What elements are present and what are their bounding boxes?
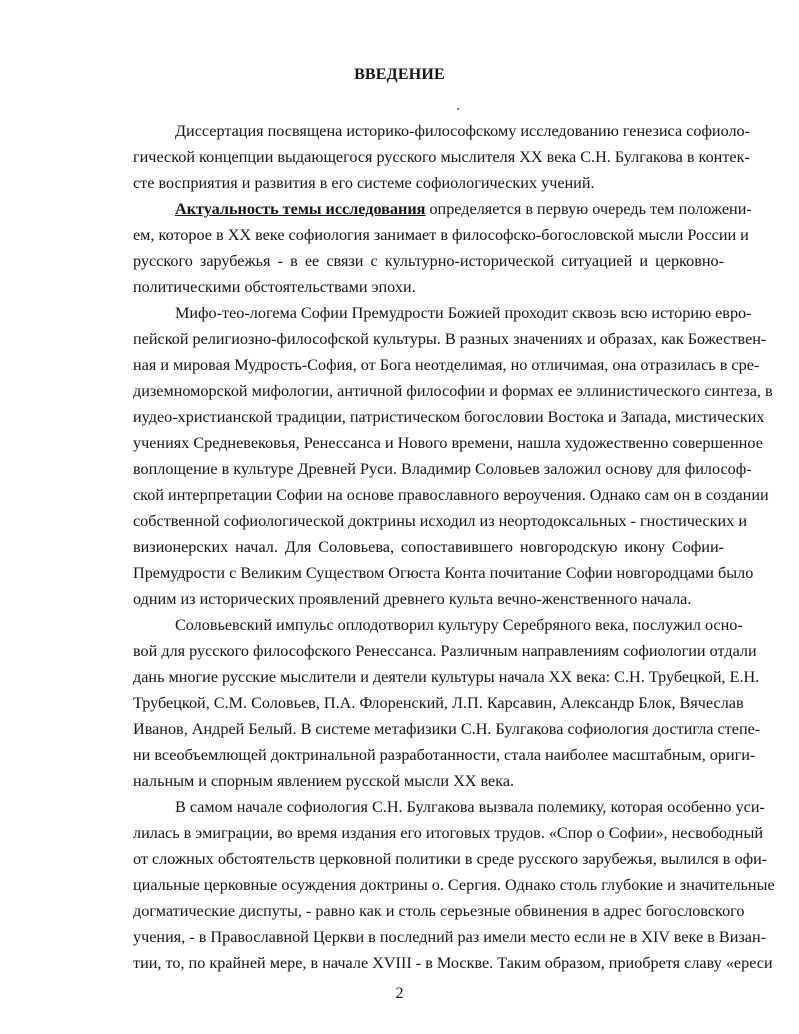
text-line: политическими обстоятельствами эпохи. <box>133 278 416 296</box>
text-line <box>175 200 752 218</box>
text-line: Диссертация посвящена историко-философскому исследованию генезиса софиоло- <box>175 122 751 140</box>
text-line: учениях Средневековья, Ренессанса и Нового времени, нашла художественно совершенное <box>133 434 763 452</box>
text-line: учения, - в Православной Церкви в последний раз имели место если не в XIV веке в Визан- <box>133 928 767 946</box>
text-line: Мифо-тео-логема Софии Премудрости Божией проходит сквозь всю историю евро- <box>175 304 752 322</box>
text-line: иудео-христианской традиции, патристическом богословии Востока и Запада, мистических <box>133 408 765 426</box>
text-line-tail: определяется в первую очередь тем положени- <box>429 200 752 218</box>
text-line: ем, которое в XX веке софиология занимает в философско-богословской мысли России и <box>133 226 749 244</box>
text-line: Соловьевский импульс оплодотворил культуру Серебряного века, послужил осно- <box>175 616 743 634</box>
text-line: русского зарубежья - в ее связи с культурно-исторической ситуацией и церковно- <box>133 252 724 270</box>
text-line: Трубецкой, С.М. Соловьев, П.А. Флоренский, Л.П. Карсавин, Александр Блок, Вячеслав <box>133 694 744 712</box>
text-line: гической концепции выдающегося русского мыслителя XX века С.Н. Булгакова в контек- <box>133 148 750 166</box>
text-line: дань многие русские мыслители и деятели культуры начала XX века: С.Н. Трубецкой, Е.Н. <box>133 668 760 686</box>
text-line: В самом начале софиология С.Н. Булгакова вызвала полемику, которая особенно уси- <box>175 798 765 816</box>
text-line: ни всеобъемлющей доктринальной разработанности, стала наиболее масштабным, ориги- <box>133 746 756 764</box>
page-number: 2 <box>395 985 404 1002</box>
text-line: тии, то, по крайней мере, в начале XVIII - в Москве. Таким образом, приобретя славу «ереси <box>133 954 773 972</box>
text-line: пейской религиозно-философской культуры. В разных значениях и образах, как Божествен- <box>133 330 767 348</box>
section-term: Актуальность темы исследования <box>175 200 426 218</box>
text-line: собственной софиологической доктрины исходил из неортодоксальных - гностических и <box>133 512 747 530</box>
text-line: от сложных обстоятельств церковной политики в среде русского зарубежья, вылился в офи- <box>133 850 768 868</box>
text-line: сте восприятия и развития в его системе софиологических учений. <box>133 174 595 192</box>
text-line: воплощение в культуре Древней Руси. Владимир Соловьев заложил основу для философ- <box>133 460 752 478</box>
text-line: лилась в эмиграции, во время издания его итоговых трудов. «Спор о Софии», несвободный <box>133 824 763 842</box>
page-heading: ВВЕДЕНИЕ <box>354 66 445 83</box>
text-line: одним из исторических проявлений древнего культа вечно-женственного начала. <box>133 590 692 608</box>
text-line: нальным и спорным явлением русской мысли XX века. <box>133 772 515 790</box>
text-line: ная и мировая Мудрость-София, от Бога неотделимая, но отличимая, она отразилась в сре- <box>133 356 760 374</box>
text-line: догматические диспуты, - равно как и столь серьезные обвинения в адрес богословского <box>133 902 745 920</box>
text-line: визионерских начал. Для Соловьева, сопоставившего новгородскую икону Софии- <box>133 538 724 556</box>
scan-speck <box>457 108 459 110</box>
text-line: диземноморской мифологии, античной философии и формах ее эллинистического синтеза, в <box>133 382 773 400</box>
text-line: вой для русского философского Ренессанса. Различным направлениям софиологии отдали <box>133 642 757 660</box>
text-line: ской интерпретации Софии на основе православного вероучения. Однако сам он в создании <box>133 486 769 504</box>
text-line: Иванов, Андрей Белый. В системе метафизики С.Н. Булгакова софиология достигла степе- <box>133 720 761 738</box>
text-line: Премудрости с Великим Существом Огюста Конта почитание Софии новгородцами было <box>133 564 754 582</box>
text-line: циальные церковные осуждения доктрины о. Сергия. Однако столь глубокие и значительные <box>133 876 775 894</box>
